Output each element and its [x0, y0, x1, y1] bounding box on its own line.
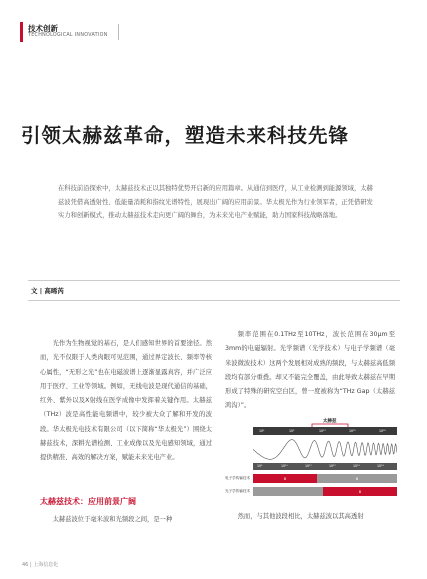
author-rule-bottom [28, 300, 400, 301]
spectrum-figure [225, 418, 397, 500]
section-marker [20, 22, 23, 42]
photonics-gap-bar [253, 487, 323, 496]
scale-tick: 10⁹ [289, 429, 295, 433]
scale-band [253, 427, 397, 435]
body-paragraph: 频率范围在0.1THz至10THz，波长范围在30μm至3mm的电磁辐射。光学频谱（光学技术）与电子学频谱（毫米波微波技术）这两个发展相对成熟的频段，与太赫兹高低频段均有部分重叠。却又不能完全覆盖，由此导致太赫兹在早期形成了特殊的研究空白区，曾一度被称为“THz Gap（太赫兹鸿沟）”。 [225, 331, 396, 410]
wave-illustration [253, 436, 397, 462]
subheading: 太赫兹技术：应用前景广阔 [40, 497, 136, 506]
thz-label: 太赫兹 [323, 419, 337, 424]
scale-tick: 10¹⁸ [379, 429, 386, 433]
row-label-electronics: 电子学传输技术 [225, 476, 251, 480]
row-label-photonics: 光子学传输技术 [225, 489, 251, 493]
body-column-left [40, 337, 212, 466]
author-byline: 文 | 高晞芮 [31, 287, 64, 295]
scale-tick: 10¹⁵ [349, 429, 356, 433]
article-title: 引领太赫兹革命，塑造未来科技先锋 [21, 124, 350, 147]
freq-tick: 10¹⁰ [281, 464, 288, 468]
body-paragraph: 太赫兹波位于毫米波和光频段之间，是一种 [52, 516, 173, 523]
freq-tick: 10⁹ [257, 464, 263, 468]
body-column-left-tail [40, 513, 212, 527]
section-title: 技术创新 [28, 24, 58, 33]
author-rule-top [28, 280, 400, 281]
body-column-right-tail [225, 510, 395, 524]
freq-tick: 10¹² [329, 464, 336, 468]
freq-tick: 10¹¹ [305, 464, 312, 468]
body-paragraph: 然而，与其他波段相比，太赫兹波以其高透射 [237, 513, 364, 520]
body-column-right [225, 328, 395, 414]
header-divider [118, 24, 119, 40]
article-abstract: 在科技前沿探索中，太赫兹技术正以其独特优势开启新的应用篇章。从通信到医疗，从工业检测到能源领域，太赫兹波凭借高透射性、低能量消耗和指纹光谱特性，展现出广阔的应用前景。华太极光作为行业领军者，正凭借研发实力和创新模式，推动太赫兹技术走向更广阔的舞台，为未来光电产业赋能，助力国家科技战略落地。 [58, 185, 373, 219]
body-paragraph: 光作为生物视觉的基石，是人们感知世界的首要途径。然而，光不仅限于人类肉眼可见范围，通过界定波长、频率等核心属性，“无形之光”也在电磁波谱上逐渐显露真容，并广泛应用于医疗、工业等领域。例如，无线电波是现代通信的基础，红外、紫外以及X射线在医学成像中发挥着关键作用。太赫兹（THz）波是高性能电频谱中，较少被大众了解和开发的波段。华太极光电技术有限公司（以下简称“华太极光”）围绕太赫兹技术，深耕光谱检测、工业成像以及光电感知领域，通过提供精准、高效的解决方案，赋能未来光电产业。 [40, 340, 212, 462]
scale-tick: 10¹² [319, 429, 326, 433]
photonics-bar: 8 [323, 487, 397, 496]
section-subtitle: TECHNOLOGICAL INNOVATION [28, 33, 108, 38]
page-folio: 46 | 上海信息化 [22, 562, 59, 568]
electronics-gap-bar: 8 [317, 474, 397, 483]
frequency-band [253, 463, 397, 470]
freq-tick: 10¹⁴ [377, 464, 384, 468]
freq-tick: 10¹³ [353, 464, 360, 468]
scale-tick: 10⁶ [259, 429, 265, 433]
electronics-bar: 8 [253, 474, 317, 483]
